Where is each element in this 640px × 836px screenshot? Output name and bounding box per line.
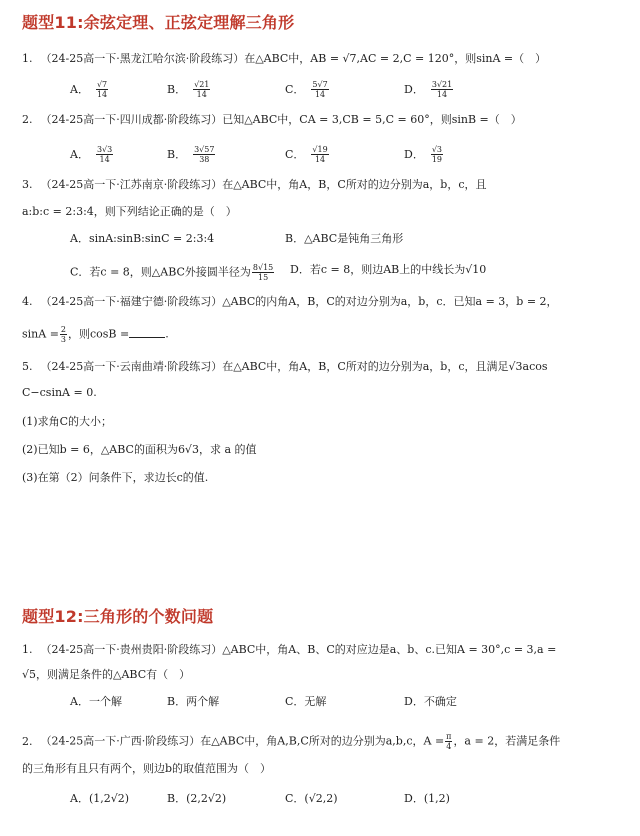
option-letter: B． [167, 147, 187, 161]
option-a [70, 145, 114, 164]
option-d: D．若c = 8，则边AB上的中线长为√10 [290, 263, 487, 276]
option-c [70, 263, 275, 282]
numerator: π [446, 732, 452, 741]
fraction [431, 145, 443, 164]
numerator: √7 [96, 80, 108, 89]
question-text-a: （24-25高一下·黑龙江哈尔滨·阶段练习）在 [40, 52, 256, 65]
option-a: A．(1,2√2) [70, 792, 130, 805]
question-text-line1: （24-25高一下·福建宁德·阶段练习）△ABC的内角A，B，C的对边分别为a，b，c．已知a = 3，b = 2， [40, 295, 558, 308]
option-b: B．两个解 [167, 695, 220, 708]
question-1 [22, 52, 546, 66]
option-letter: D． [404, 147, 424, 161]
option-letter: D． [404, 82, 424, 96]
option-b: B．(2,2√2) [167, 792, 227, 805]
question-number: 1. [22, 52, 33, 65]
option-text: C．若c = 8，则△ABC外接圆半径为 [70, 265, 251, 279]
numerator: 3√3 [96, 145, 113, 154]
option-letter: C． [285, 82, 305, 96]
fraction [445, 732, 452, 751]
option-letter: A． [70, 82, 89, 96]
option-c [285, 80, 330, 99]
question-number: 5. [22, 360, 33, 373]
fraction [193, 80, 210, 99]
question-text: ，a = 2，若满足条件 [453, 734, 561, 748]
denominator: 14 [314, 155, 326, 164]
denominator: 38 [199, 155, 210, 164]
option-letter: C． [285, 147, 305, 161]
denominator: 14 [436, 90, 448, 99]
question-text: . [165, 327, 169, 341]
section-title-11: 题型11:余弦定理、正弦定理解三角形 [22, 13, 295, 32]
numerator: 3√21 [431, 80, 453, 89]
sub-question-3: (3)在第（2）问条件下，求边长c的值. [22, 471, 209, 484]
numerator: 3√57 [194, 145, 215, 154]
numerator: 8√15 [252, 263, 274, 272]
denominator: 14 [314, 90, 326, 99]
question-3-line2: a:b:c = 2:3:4，则下列结论正确的是（ ） [22, 205, 237, 218]
question-number: 3. [22, 178, 33, 191]
denominator: 3 [60, 335, 66, 344]
option-c [285, 145, 330, 164]
question-number: 4. [22, 295, 33, 308]
fraction [60, 325, 67, 344]
denominator: 15 [258, 273, 269, 282]
denominator: 14 [196, 90, 207, 99]
question-4 [22, 295, 558, 309]
fraction [311, 145, 328, 164]
numerator: 5√7 [312, 80, 328, 89]
question-text: ，则cosB = [68, 327, 130, 341]
question-text: （24-25高一下·四川成都·阶段练习）已知△ABC中，CA = 3,CB = 5,C = 60°，则sinB =（ ） [40, 113, 522, 126]
numerator: √21 [194, 80, 210, 89]
question-1-line2: √5，则满足条件的△ABC有（ ） [22, 668, 191, 681]
fraction [96, 80, 108, 99]
question-2 [22, 732, 560, 751]
option-d: D．不确定 [404, 695, 457, 708]
option-b: B．△ABC是钝角三角形 [285, 232, 404, 245]
fraction [311, 80, 328, 99]
denominator: 19 [431, 155, 443, 164]
option-letter: B． [167, 82, 187, 96]
option-a [70, 80, 109, 99]
option-c: C．无解 [285, 695, 327, 708]
option-a: A．sinA:sinB:sinC = 2:3:4 [70, 232, 215, 245]
question-3 [22, 178, 487, 192]
answer-blank [129, 327, 165, 338]
fraction [252, 263, 274, 282]
question-5 [22, 360, 548, 374]
question-text: （24-25高一下·广西·阶段练习）在△ABC中，角A,B,C所对的边分别为a,b,c，A = [40, 734, 445, 748]
option-b [167, 145, 216, 164]
numerator: 2 [60, 325, 66, 334]
question-text-line1: （24-25高一下·云南曲靖·阶段练习）在△ABC中，角A，B，C所对的边分别为a，b，c，且满足√3acos [40, 360, 548, 373]
numerator: √19 [312, 145, 328, 154]
question-2 [22, 113, 522, 127]
option-c: C．(√2,2) [285, 792, 338, 805]
question-5-line2: C−csinA = 0. [22, 386, 97, 399]
option-b [167, 80, 211, 99]
sub-question-2: (2)已知b = 6，△ABC的面积为6√3，求 a 的值 [22, 443, 257, 456]
option-d [404, 145, 444, 164]
section-title-12: 题型12:三角形的个数问题 [22, 607, 214, 626]
denominator: 14 [96, 90, 108, 99]
option-a: A．一个解 [70, 695, 122, 708]
question-text-line1: （24-25高一下·江苏南京·阶段练习）在△ABC中，角A，B，C所对的边分别为a，b，c，且 [40, 178, 487, 191]
denominator: 14 [99, 155, 110, 164]
question-number: 1. [22, 643, 33, 656]
option-d [404, 80, 454, 99]
question-2-line2: 的三角形有且只有两个，则边b的取值范围为（ ） [22, 762, 272, 775]
question-text: sinA = [22, 327, 59, 341]
option-d: D．(1,2) [404, 792, 450, 805]
sub-question-1: (1)求角C的大小； [22, 415, 112, 428]
question-text-line1: （24-25高一下·贵州贵阳·阶段练习）△ABC中，角A、B、C的对应边是a、b、c.已知A = 30°,c = 3,a = [40, 643, 557, 656]
numerator: √3 [431, 145, 443, 154]
question-number: 2. [22, 113, 33, 126]
fraction [96, 145, 113, 164]
question-1 [22, 643, 556, 657]
fraction [431, 80, 453, 99]
question-number: 2. [22, 734, 33, 748]
question-4-line2 [22, 325, 169, 344]
question-text-b: △ABC中，AB = √7,AC = 2,C = 120°，则sinA =（ ） [255, 52, 547, 65]
denominator: 4 [446, 742, 452, 751]
fraction [193, 145, 215, 164]
option-letter: A． [70, 147, 89, 161]
